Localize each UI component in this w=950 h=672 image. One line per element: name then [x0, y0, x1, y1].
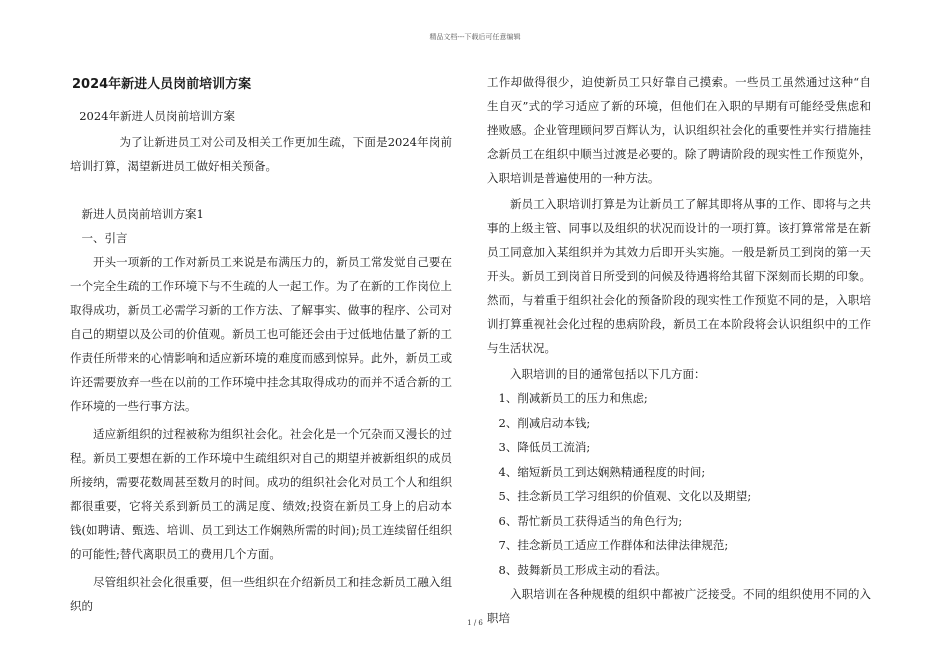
- document-subtitle: 2024年新进人员岗前培训方案: [79, 109, 235, 123]
- page-number: 1 / 6: [467, 619, 483, 627]
- body-paragraph: 工作却做得很少，迫使新员工只好靠自己摸索。一些员工虽然通过这种“自生自灭”式的学习适应了新的环境，但他们在入职的早期有可能经受焦虑和挫败感。企业管理顾问罗百辉认为，认识组织社会化的重要性并实行措施挂念新员工在组织中顺当过渡是必要的。除了聘请阶段的现实性工作预览外，入职培训是普遍使用的一种方法。: [487, 75, 871, 185]
- body-paragraph: 适应新组织的过程被称为组织社会化。社会化是一个冗杂而又漫长的过程。新员工要想在新的工作环境中生疏组织对自己的期望并被新组织的成员所接纳，需要花数周甚至数月的时间。成功的组织社会化对员工个人和组织都很重要，它将关系到新员工的满足度、绩效;投资在新员工身上的启动本钱(如聘请、甄选、培训、员工到达工作娴熟所需的时间);员工连续留任组织的可能性;替代离职员工的费用几个方面。: [70, 427, 452, 561]
- list-item: 2、削减启动本钱;: [498, 415, 591, 430]
- list-item: 5、挂念新员工学习组织的价值观、文化以及期望;: [498, 489, 752, 503]
- list-item: 7、挂念新员工适应工作群体和法律法律规范;: [498, 538, 729, 552]
- intro-paragraph: 为了让新进员工对公司及相关工作更加生疏，下面是2024年岗前培训打算，渴望新进员工做好相关预备。: [70, 135, 452, 173]
- body-paragraph: 新员工入职培训打算是为让新员工了解其即将从事的工作、即将与之共事的上级主管、同事以及组织的状况而设计的一项打算。该打算常常是在新员工同意加入某组织并为其效力后即开头实施。一般是新员工到岗的第一天开头。新员工到岗首日所受到的问候及待遇将给其留下深刻而长期的印象。然而，与着重于组织社会化的预备阶段的现实性工作预览不同的是，入职培训打算重视社会化过程的患病阶段，新员工在本阶段将会认识组织中的工作与生活状况。: [487, 197, 871, 355]
- list-item: 3、降低员工流消;: [498, 440, 591, 454]
- list-item: 4、缩短新员工到达娴熟精通程度的时间;: [498, 464, 706, 479]
- list-item: 1、削减新员工的压力和焦虑;: [498, 391, 648, 405]
- section-heading: 一、引言: [81, 231, 128, 245]
- document-title: 2024年新进人员岗前培训方案: [72, 77, 252, 92]
- plan-heading: 新进人员岗前培训方案1: [81, 207, 204, 221]
- body-paragraph: 尽管组织社会化很重要，但一些组织在介绍新员工和挂念新员工融入组织的: [70, 575, 452, 613]
- right-column: [487, 70, 871, 630]
- list-item: 6、帮忙新员工获得适当的角色行为;: [498, 513, 683, 528]
- spacer: [70, 178, 452, 202]
- left-column: [70, 70, 452, 618]
- body-paragraph: 开头一项新的工作对新员工来说是布满压力的，新员工常发觉自己要在一个完全生疏的工作环境下与不生疏的人一起工作。为了在新的工作岗位上取得成功，新员工必需学习新的工作方法、了解事实、做事的程序、公司对自己的期望以及公司的价值观。新员工也可能还会由于过低地估量了新的工作责任所带来的心情影响和适应新环境的难度而感到惊异。此外，新员工或许还需要放弃一些在以前的工作环境中挂念其取得成功的而并不适合新的工作环境的一些行事方法。: [70, 255, 452, 413]
- body-paragraph: 入职培训在各种规模的组织中都被广泛接受。不同的组织使用不同的入职培: [487, 587, 871, 625]
- list-intro: 入职培训的目的通常包括以下几方面：: [510, 367, 706, 381]
- list-item: 8、鼓舞新员工形成主动的看法。: [498, 562, 667, 577]
- header-note: 精品文档---下载后可任意编辑: [429, 33, 521, 41]
